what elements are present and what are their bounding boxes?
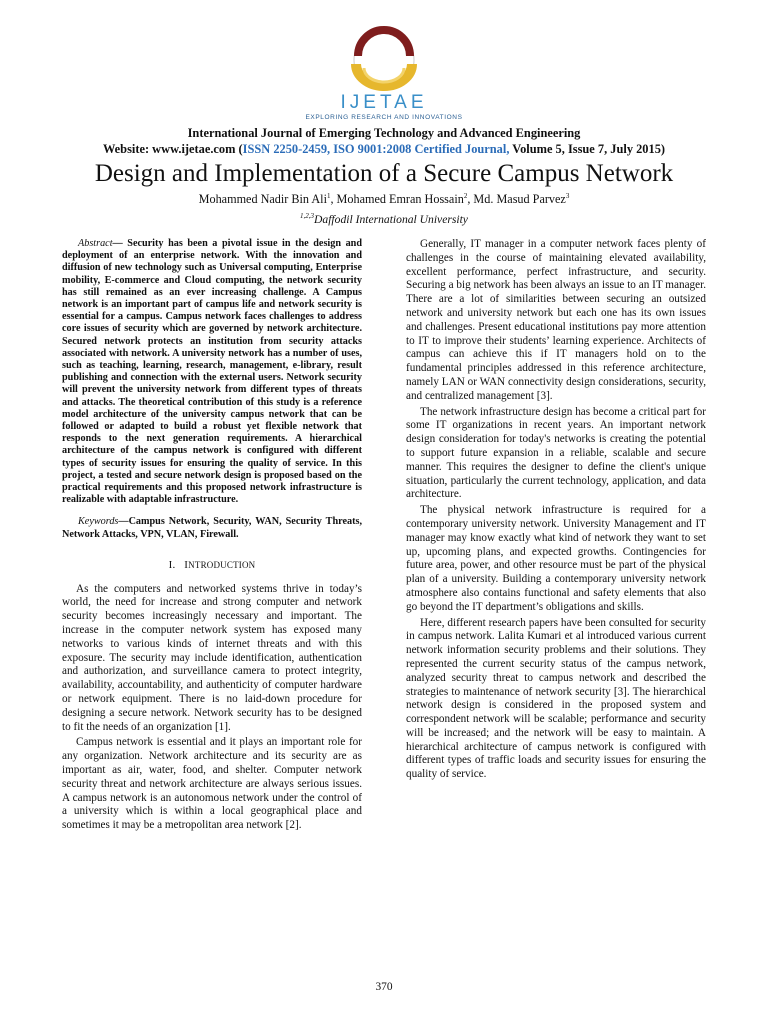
author-sup: 1	[326, 191, 331, 200]
affiliation	[0, 213, 768, 226]
paragraph: The network infrastructure design has become a critical part for some IT organizations in recent years. An important network design consideration for today's networks is creating the potential to support future expansion in a reliable, scalable and secure manner. This requires the designer to define the client's unique situation, particularly the current technology, application, and data architecture.	[406, 405, 706, 501]
author-sep: ,	[330, 192, 337, 206]
author-name: Mohammed Nadir Bin Ali	[198, 192, 327, 206]
paragraph: Generally, IT manager in a computer network faces plenty of challenges in the course of maintaining elevated availability, excellent performance, perfect infrastructure, and security. Securing a big network has been always an issue to an IT manager. There are a lot of similarities between securing an outsized network and university network but each one has its own issues and challenges. Present educational institutions pay more attention to IT to improve their students’ learning experience. Architects of campus can achieve this if IT managers hold on to the fundamental principles addressed in this reference architecture, namely LAN or WAN connectivity design considerations, security, and centralized management [3].	[406, 238, 706, 402]
abstract-label: Abstract	[78, 238, 113, 249]
keywords-text: —Campus Network, Security, WAN, Security Threats, Network Attacks, VPN, VLAN, Firewall.	[62, 516, 362, 540]
left-column	[62, 238, 362, 835]
section-title-first: I	[184, 558, 189, 571]
paragraph: The physical network infrastructure is required for a contemporary university network. University Management and IT manager may know exactly what kind of network they want to set up, upcoming plans, and expected growths. Contingencies for future area, power, and other resource must be part of the physical plan of a university. Building a contemporary university network atmosphere also contains functional and safety elements that also go beyond the IT department’s obligations and skills.	[406, 504, 706, 613]
affiliation-sup: 1,2,3	[300, 212, 315, 221]
journal-logo	[0, 22, 768, 121]
section-heading-introduction	[62, 559, 362, 573]
paragraph: Campus network is essential and it plays an important role for any organization. Network architecture and its security are as important as air, water, food, and shelter. Computer network security threat and network architecture are always serious issues. A campus network is an autonomous network under the control of a university which is within a local geographical place and sometimes it may be a metropolitan area network [2].	[62, 736, 362, 832]
journal-name: International Journal of Emerging Technology and Advanced Engineering	[187, 126, 581, 140]
paper-title: Design and Implementation of a Secure Campus Network	[94, 160, 674, 187]
author-sup: 3	[565, 191, 570, 200]
section-number: I.	[168, 558, 176, 571]
author-sup: 2	[463, 191, 468, 200]
abstract-text: — Security has been a pivotal issue in the design and deployment of an enterprise network. With the innovation and diffusion of new technology such as Universal computing, Enterprise mobility, E-commerce and Cloud computing, the network security has still remained as an ever increasing challenge. A Campus network is an important part of campus life and network security is essential for a campus. Campus network faces challenges to address core issues of security which are governed by network architecture. Secured network protects an institution from security attacks associated with network. A university network has a number of uses, such as teaching, learning, research, management, e-library, result publishing and connection with the external users. Network security will prevent the university network from different types of threats and attacks. The theoretical contribution of this study is a reference model architecture of the university campus network that can be followed or adapted to build a robust yet flexible network that responds to the next generation requirements. A hierarchical architecture of the campus network is configured with different types of security issues for ensuring the quality of service. In this project, a tested and secure network design is proposed based on the practical requirements and this proposed network infrastructure is realizable with adaptable infrastructure.	[62, 238, 362, 506]
logo-text: IJETAE	[340, 92, 428, 113]
journal-website-line	[0, 142, 768, 157]
author-sep: ,	[467, 192, 474, 206]
affiliation-name: Daffodil International University	[314, 213, 468, 226]
volume-text: Volume 5, Issue 7, July 2015)	[509, 142, 666, 156]
logo-ring-icon	[345, 22, 423, 92]
website-prefix: Website: www.ijetae.com (	[102, 142, 243, 156]
paragraph: As the computers and networked systems thrive in today’s world, the need for increase and strong computer and network security becomes increasingly necessary and important. The increase in the computer network system has exposed many networks to various kinds of internet threats and with this exposure. The security may include identification, authentication and authorization, and surveillance camera to protect integrity, availability, accountability, and authenticity of computer hardware or network equipment. There is no laid-down procedure for designing a secure network. Network security has to be designed to fit the needs of an organization [1].	[62, 582, 362, 733]
paragraph: Here, different research papers have been consulted for security in campus network. Lalita Kumari et al introduced various current network information security problems and their solutions. They represented the current security status of the campus network, analyzed security threat to campus network and described the strategies to maintenance of network security [3]. The hierarchical network design is considered in the proposed system and correspondent network will be scalable; performance and security will be increased; and the network will be easy to maintain. A hierarchical architecture of campus network is configured with different types of traffic loads and security issues for ensuring the quality of service.	[406, 616, 706, 781]
author-name: Mohamed Emran Hossain	[336, 192, 464, 206]
keywords	[62, 516, 362, 540]
abstract	[62, 238, 362, 506]
issn-text: ISSN 2250-2459, ISO 9001:2008 Certified Journal,	[242, 142, 510, 156]
author-list	[0, 192, 768, 207]
author-name: Md. Masud Parvez	[473, 192, 566, 206]
logo-tagline: EXPLORING RESEARCH AND INNOVATIONS	[305, 114, 463, 121]
section-title-rest: NTRODUCTION	[188, 559, 256, 570]
page-number: 370	[375, 981, 393, 993]
keywords-label: Keywords	[78, 516, 119, 528]
right-column	[406, 238, 706, 784]
